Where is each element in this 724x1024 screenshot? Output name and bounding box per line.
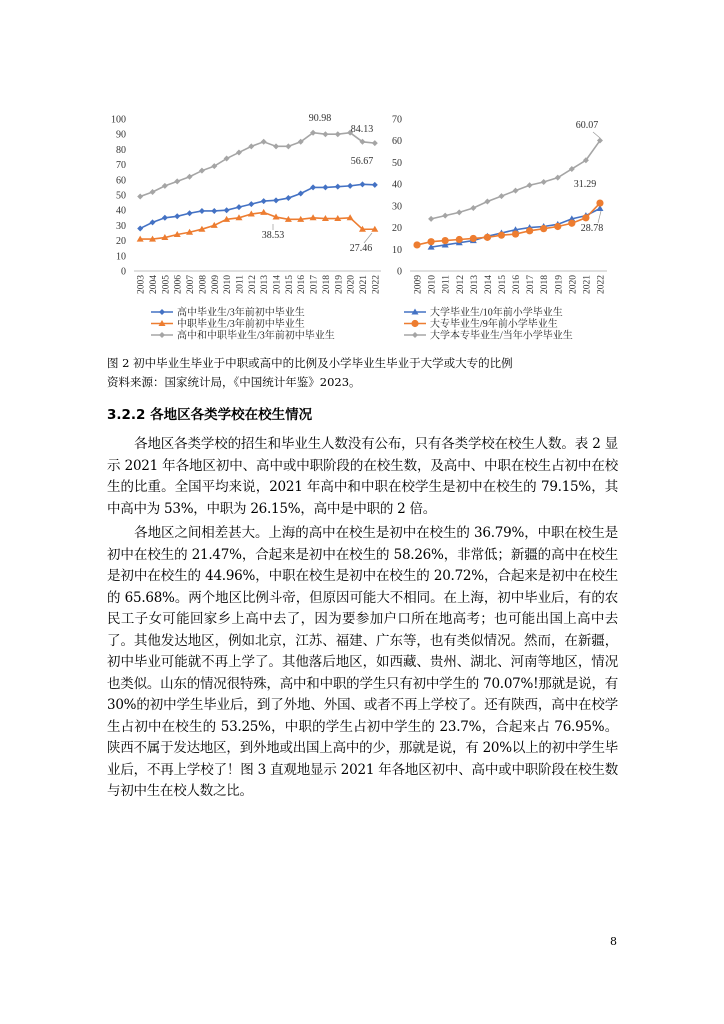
y-tick-label: 40 <box>392 179 402 191</box>
x-tick-label: 2018 <box>540 275 551 294</box>
data-point <box>413 241 420 248</box>
data-point <box>224 207 230 213</box>
data-label-leader <box>593 132 600 138</box>
y-tick-label: 30 <box>392 201 402 213</box>
data-point <box>335 184 341 190</box>
paragraph-2 <box>107 523 618 803</box>
data-point <box>322 131 328 137</box>
data-point <box>236 204 242 210</box>
data-point <box>442 213 448 219</box>
x-tick-label: 2015 <box>284 275 295 294</box>
data-point <box>150 189 156 195</box>
data-point <box>199 168 205 174</box>
data-point <box>372 182 378 188</box>
paragraph-1 <box>107 434 618 520</box>
data-point <box>484 234 491 241</box>
y-tick-label: 10 <box>392 244 402 256</box>
data-label: 60.07 <box>575 120 599 131</box>
data-point <box>526 227 533 234</box>
data-point <box>248 201 254 207</box>
paragraph-2-text: 各地区之间相差甚大。上海的高中在校生是初中在校生的 36.79%，中职在校生是初中在校生的 21.47%，合起来是初中在校生的 58.26%，非常低；新疆的高中在校生是初中在校生的 44.96%，中职在校生是初中在校生的 20.72%，合起来是初中在校生的 65.68%。两个地区比例斗帝，但原因可能大不相同。在上海，初中毕业后，有的农民工子女可能回家乡上高中去了，因为要参加户口所在地高考；也可能出国上高中去了。其他发达地区，例如北京，江苏、福建、广东等，也有类似情况。然而，在新疆，初中毕业可能就不再上学了。其他落后地区，如西藏、贵州、湖北、河南等地区，情况也类似。山东的情况很特殊，高中和中职的学生只有初中学生的 70.07%!那就是说，有 30%的初中学生毕业后，到了外地、外国、或者不再上学校了。还有陕西，高中在校学生占初中在校生的 53.25%，中职的学生占初中学生的 23.7%，合起来占 76.95%。陕西不属于发达地区，到外地或出国上高中的少，那就是说，有 20%以上的初中学生毕业后，不再上学校了！图 3 直观地显示 2021 年各地区初中、高中或中职阶段在校生数与初中生在校人数之比。 <box>107 525 618 799</box>
legend-label: 中职毕业生/3年前初中毕业生 <box>177 319 305 330</box>
legend-label: 高中毕业生/3年前初中毕业生 <box>177 307 305 319</box>
data-label: 90.98 <box>308 113 332 124</box>
figure-caption <box>107 354 627 392</box>
data-point <box>456 236 463 243</box>
data-point <box>527 182 533 188</box>
caption-line-2: 资料来源：国家统计局，《中国统计年鉴》2023。 <box>107 375 361 389</box>
data-point <box>261 198 267 204</box>
data-point <box>456 209 462 215</box>
x-tick-label: 2010 <box>223 275 234 294</box>
y-tick-label: 70 <box>116 160 126 172</box>
data-point <box>162 215 168 221</box>
data-point <box>470 235 477 242</box>
y-tick-label: 60 <box>116 175 126 187</box>
x-tick-label: 2009 <box>210 275 221 294</box>
data-point <box>261 139 267 145</box>
x-tick-label: 2019 <box>334 275 345 294</box>
y-tick-label: 30 <box>116 220 126 232</box>
y-tick-label: 50 <box>116 190 126 202</box>
x-tick-label: 2022 <box>596 275 607 294</box>
data-point <box>372 140 378 146</box>
x-tick-label: 2013 <box>260 275 271 294</box>
x-tick-label: 2017 <box>309 275 320 294</box>
y-tick-label: 100 <box>111 114 126 126</box>
series-line-1 <box>140 184 375 228</box>
x-tick-label: 2020 <box>346 275 357 294</box>
data-label-leader <box>598 211 601 223</box>
section-heading: 3.2.2 各地区各类学校在校生情况 <box>107 407 313 423</box>
x-tick-label: 2005 <box>161 275 172 294</box>
chart-right <box>386 108 616 343</box>
caption-line-1: 图 2 初中毕业生毕业于中职或高中的比例及小学毕业生毕业于大学或大专的比例 <box>107 356 513 370</box>
data-point <box>174 178 180 184</box>
y-tick-label: 60 <box>392 136 402 148</box>
data-label-leader <box>364 233 372 243</box>
x-tick-label: 2015 <box>497 275 508 294</box>
data-point <box>150 219 156 225</box>
x-tick-label: 2014 <box>483 275 494 294</box>
data-point <box>498 232 505 239</box>
data-point <box>199 208 205 214</box>
data-point <box>162 183 168 189</box>
x-tick-label: 2012 <box>455 275 466 294</box>
data-point <box>137 225 143 231</box>
y-tick-label: 90 <box>116 129 126 141</box>
x-tick-label: 2021 <box>358 275 369 294</box>
data-point <box>285 143 291 149</box>
y-tick-label: 20 <box>392 223 402 235</box>
data-point <box>470 205 476 211</box>
data-point <box>298 190 304 196</box>
data-point <box>540 225 547 232</box>
y-tick-label: 0 <box>121 266 126 278</box>
data-point <box>513 188 519 194</box>
data-point <box>568 220 575 227</box>
data-point <box>428 238 435 245</box>
data-point <box>428 216 434 222</box>
data-point <box>512 230 519 237</box>
data-point <box>347 183 353 189</box>
x-tick-label: 2007 <box>186 275 197 294</box>
legend-label: 大学毕业生/10年前小学毕业生 <box>430 307 563 319</box>
data-point <box>211 208 217 214</box>
x-tick-label: 2006 <box>173 275 184 294</box>
data-point <box>310 184 316 190</box>
legend-label: 大学本专毕业生/当年小学毕业生 <box>430 330 573 342</box>
x-tick-label: 2011 <box>235 275 246 294</box>
data-point <box>260 209 267 215</box>
data-point <box>187 210 193 216</box>
legend-label: 高中和中职毕业生/3年前初中毕业生 <box>177 330 335 342</box>
legend-marker <box>412 332 418 338</box>
data-point <box>322 184 328 190</box>
data-point <box>541 179 547 185</box>
y-tick-label: 50 <box>392 157 402 169</box>
x-tick-label: 2019 <box>554 275 565 294</box>
data-label: 28.78 <box>580 223 604 234</box>
data-point <box>335 131 341 137</box>
data-point <box>554 223 561 230</box>
x-tick-label: 2013 <box>469 275 480 294</box>
data-point <box>285 195 291 201</box>
data-point <box>582 214 589 221</box>
x-tick-label: 2012 <box>247 275 258 294</box>
data-point <box>174 213 180 219</box>
y-tick-label: 80 <box>116 144 126 156</box>
x-tick-label: 2022 <box>371 275 382 294</box>
y-tick-label: 20 <box>116 236 126 248</box>
y-tick-label: 70 <box>392 114 402 126</box>
chart-left <box>96 108 386 343</box>
legend-marker <box>159 309 165 315</box>
data-point <box>359 181 365 187</box>
legend-marker <box>411 320 418 327</box>
data-label: 38.53 <box>261 230 285 241</box>
legend-label: 大专毕业生/9年前小学毕业生 <box>430 319 558 330</box>
data-point <box>484 199 490 205</box>
y-tick-label: 10 <box>116 251 126 263</box>
paragraph-1-text: 各地区各类学校的招生和毕业生人数没有公布，只有各类学校在校生人数。表 2 显示 2021 年各地区初中、高中或中职阶段的在校生数，及高中、中职在校生占初中在校生的比重。全国平均来说，2021 年高中和中职在校学生是初中在校生的 79.15%，其中高中为 53%，中职为 26.15%，高中是中职的 2 倍。 <box>107 436 618 517</box>
x-tick-label: 2014 <box>272 275 283 294</box>
data-label: 84.13 <box>350 124 374 135</box>
data-point <box>498 193 504 199</box>
x-tick-label: 2018 <box>321 275 332 294</box>
data-point <box>137 194 143 200</box>
data-point <box>442 237 449 244</box>
x-tick-label: 2020 <box>568 275 579 294</box>
x-tick-label: 2017 <box>526 275 537 294</box>
x-tick-label: 2009 <box>413 275 424 294</box>
x-tick-label: 2003 <box>136 275 147 294</box>
legend-marker <box>159 332 165 338</box>
data-label: 27.46 <box>349 243 373 254</box>
y-tick-label: 0 <box>397 266 402 278</box>
x-tick-label: 2016 <box>297 275 308 294</box>
data-label: 31.29 <box>573 179 597 190</box>
x-tick-label: 2010 <box>427 275 438 294</box>
x-tick-label: 2008 <box>198 275 209 294</box>
data-point <box>187 174 193 180</box>
data-point <box>273 143 279 149</box>
data-point <box>236 149 242 155</box>
data-point <box>248 143 254 149</box>
x-tick-label: 2011 <box>441 275 452 294</box>
x-tick-label: 2021 <box>582 275 593 294</box>
x-tick-label: 2016 <box>512 275 523 294</box>
x-tick-label: 2004 <box>149 275 160 294</box>
data-point <box>596 199 603 206</box>
y-tick-label: 40 <box>116 205 126 217</box>
page-number: 8 <box>610 935 617 948</box>
data-point <box>273 197 279 203</box>
data-label: 56.67 <box>350 156 374 167</box>
